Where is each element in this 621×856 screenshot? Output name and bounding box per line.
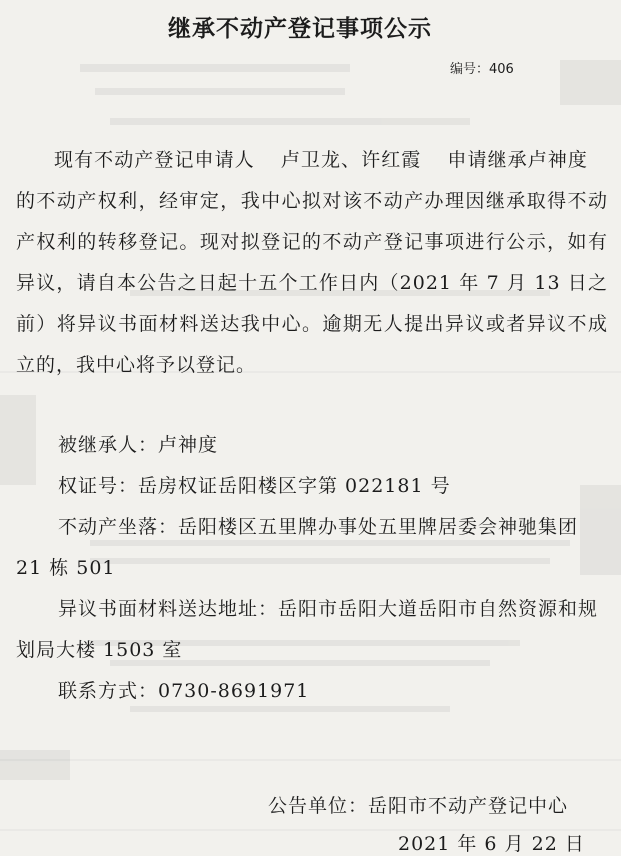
- objection-address-line: 异议书面材料送达地址：岳阳市岳阳大道岳阳市自然资源和规划局大楼 1503 室: [16, 598, 599, 661]
- decedent-name: 卢神度: [527, 149, 588, 171]
- paragraph-intro: 现有不动产登记申请人: [54, 149, 255, 171]
- notice-issuer: 公告单位：岳阳市不动产登记中心: [268, 795, 569, 817]
- location-line: 不动产坐落：岳阳楼区五里牌办事处五里牌居委会神驰集团 21 栋 501: [16, 516, 579, 579]
- notice-number: 编号：406: [450, 62, 514, 77]
- applicant-names: 卢卫龙、许红霞: [280, 149, 422, 171]
- contact-line: 联系方式：0730-8691971: [58, 680, 310, 702]
- notice-date: 2021 年 6 月 22 日: [398, 833, 585, 855]
- paragraph-body: 的不动产权利，经审定，我中心拟对该不动产办理因继承取得不动产权利的转移登记。现对拟登记的不动产登记事项进行公示，如有异议，请自本公告之日起十五个工作日内（2021 年 7 月 13 日之前）将异议书面材料送达我中心。逾期无人提出异议或者异议不成立的，我中心将予以登记。: [16, 190, 608, 376]
- certificate-line: 权证号：岳房权证岳阳楼区字第 022181 号: [58, 475, 451, 497]
- paragraph-apply: 申请继承: [447, 149, 528, 171]
- notice-title: 继承不动产登记事项公示: [168, 16, 432, 42]
- decedent-line: 被继承人：卢神度: [58, 434, 219, 456]
- notice-details: [16, 425, 608, 712]
- notice-paragraph: [16, 140, 608, 386]
